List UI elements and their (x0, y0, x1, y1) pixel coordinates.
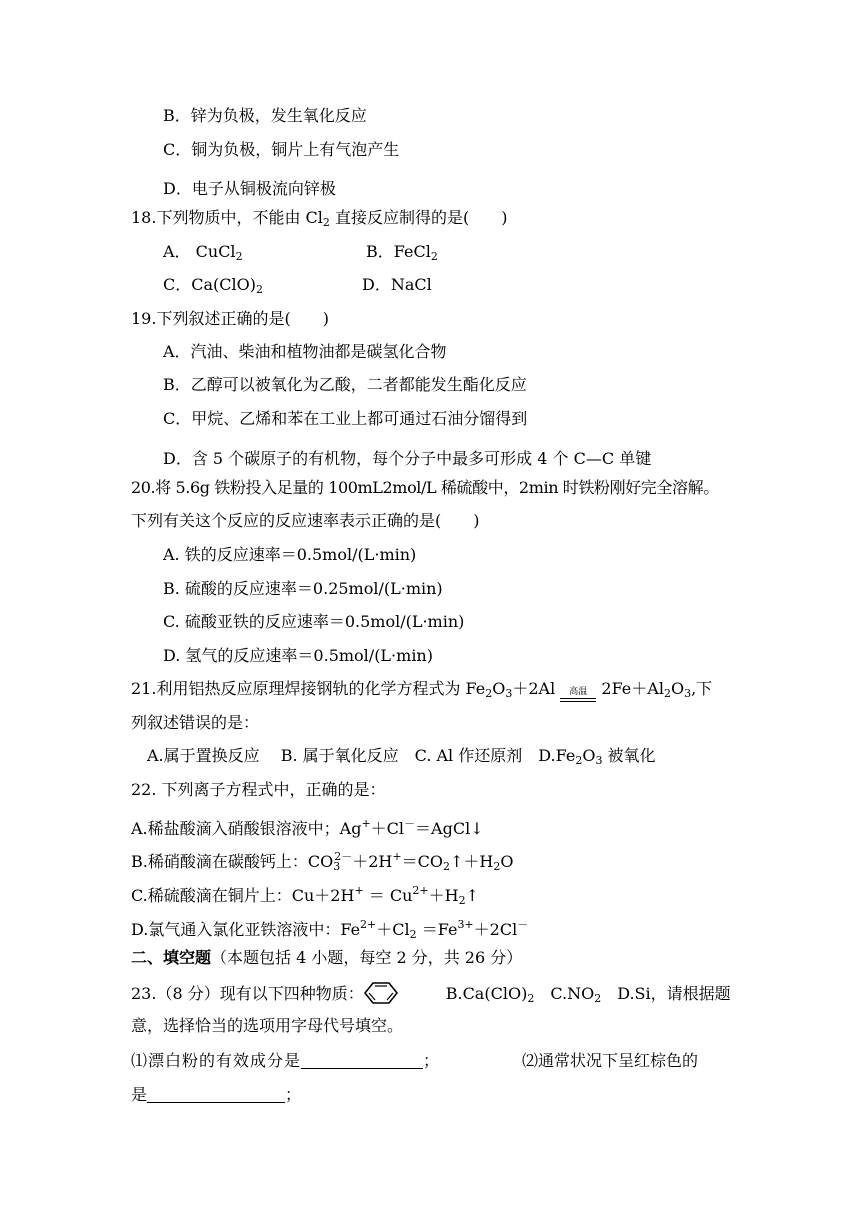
equals-sign-icon (560, 698, 596, 702)
q21-options (147, 745, 656, 772)
q21-text-3: ＋2Al (512, 679, 561, 698)
q20-option-c: C. 硫酸亚铁的反应速率＝0.5mol/(L·min) (163, 612, 465, 631)
q22-b-text-2: ＋2H (352, 852, 393, 871)
q23-text-4: D.Si，请根据题 (601, 984, 731, 1003)
section-2-heading (131, 947, 522, 969)
q20-stem-line1: 20.将 5.6g 铁粉投入足量的 100mL2mol/L 稀硫酸中，2min 时铁粉刚好完全溶解。 (131, 478, 719, 497)
benzene-ring-icon (364, 981, 398, 1005)
q21-options-sub-1: 2 (575, 754, 583, 767)
q18-option-a (163, 241, 243, 268)
section-2-title: 二、填空题 (131, 948, 212, 967)
q18-option-d: D．NaCl (362, 275, 432, 294)
q21-sub-1: 2 (485, 687, 493, 700)
q22-a-sup-2: － (404, 817, 416, 830)
q22-d-sup-1: 2+ (360, 918, 377, 931)
q22-stem: 22. 下列离子方程式中，正确的是： (131, 780, 386, 799)
q23-answer-blank-1[interactable] (301, 1052, 423, 1069)
q20-option-d: D. 氢气的反应速率＝0.5mol/(L·min) (163, 646, 433, 665)
q22-b-text-3: ＝CO (401, 852, 443, 871)
q22-b-sub-3: 2 (493, 860, 501, 873)
q23-text-3: C.NO (534, 984, 595, 1003)
q23-stem-line1 (131, 981, 731, 1010)
q18-stem (131, 207, 507, 234)
q23-text-2: B.Ca(ClO) (397, 984, 528, 1003)
q18-stem-text: 18.下列物质中，不能由 Cl (131, 208, 323, 227)
q22-c-text-4: ↑ (465, 886, 479, 905)
q18-stem-subscript: 2 (322, 216, 330, 229)
q18-option-b-subscript: 2 (430, 250, 438, 263)
q22-b-text-4: ↑＋H (449, 852, 494, 871)
q20-option-a: A. 铁的反应速率＝0.5mol/(L·min) (163, 545, 417, 564)
q22-a-sup-1: + (361, 817, 371, 830)
q22-d-text-2: ＋Cl (376, 920, 410, 939)
q19-option-c: C．甲烷、乙烯和苯在工业上都可通过石油分馏得到 (163, 409, 528, 428)
q21-sub-2: 3 (505, 687, 513, 700)
q23-part2-end: ； (285, 1085, 302, 1104)
q22-b-text-5: O (500, 852, 514, 871)
q21-stem-line2: 列叙述错误的是： (131, 713, 260, 732)
q22-option-c (131, 880, 479, 912)
q22-c-text-3: ＋H (428, 886, 459, 905)
q17-option-d: D．电子从铜极流向锌极 (163, 179, 336, 198)
q22-b-sup-2: + (392, 850, 402, 863)
benzene-ring-svg (364, 981, 398, 1005)
q21-options-text: A.属于置换反应 B. 属于氧化反应 C. Al 作还原剂 D.Fe (147, 746, 576, 765)
q17-option-b: B．锌为负极，发生氧化反应 (163, 106, 367, 125)
q19-stem: 19.下列叙述正确的是( ) (131, 309, 329, 328)
reaction-condition-arrow (560, 688, 596, 702)
q18-option-a-subscript: 2 (235, 250, 243, 263)
q23-part2-cont-label: 是 (131, 1085, 148, 1104)
q18-option-b (366, 241, 438, 268)
q22-option-d (131, 914, 528, 946)
q21-options-text-2: O (582, 746, 596, 765)
q21-sub-3: 2 (663, 687, 671, 700)
q23-text-1: 23.（8 分）现有以下四种物质： (131, 984, 364, 1003)
q22-d-sub-1: 2 (409, 928, 417, 941)
q21-text-5: O (670, 679, 685, 698)
q23-part1-label: ⑴漂白粉的有效成分是 (131, 1051, 302, 1070)
q20-stem-line2: 下列有关这个反应的反应速率表示正确的是( ) (131, 511, 480, 530)
q22-c-sup-2: 2+ (412, 884, 429, 897)
q22-d-text-4: ＋2Cl (473, 920, 518, 939)
q22-b-sub-1: 3 (333, 860, 341, 873)
q22-c-sup-1: + (354, 884, 364, 897)
q20-option-b: B. 硫酸的反应速率＝0.25mol/(L·min) (163, 579, 443, 598)
q22-c-text-1: C.稀硫酸滴在铜片上：Cu＋2H (131, 886, 355, 905)
q22-d-sup-3: － (517, 918, 529, 931)
q17-option-c: C．铜为负极，铜片上有气泡产生 (163, 140, 400, 159)
q23-part2-cont (131, 1084, 301, 1106)
q22-a-text-2: ＋Cl (370, 819, 405, 838)
q22-d-text-1: D.氯气通入氯化亚铁溶液中：Fe (131, 920, 361, 939)
q23-sub-1: 2 (527, 992, 535, 1005)
q22-option-b (131, 846, 513, 878)
q18-option-a-text: A． CuCl (163, 242, 236, 261)
q22-c-sub-1: 2 (458, 894, 466, 907)
q22-c-text-2: ＝ Cu (363, 886, 413, 905)
q22-b-sub-2: 2 (442, 860, 450, 873)
q23-part1 (131, 1050, 439, 1072)
q21-text-4: 2Fe＋Al (596, 679, 664, 698)
q21-text-2: O (492, 679, 506, 698)
q22-b-text-1: B.稀硝酸滴在碳酸钙上：CO (131, 852, 334, 871)
q18-option-c (163, 274, 263, 301)
q21-sub-4: 3 (684, 687, 692, 700)
q23-answer-blank-2[interactable] (147, 1086, 285, 1103)
section-2-note: （本题包括 4 小题，每空 2 分，共 26 分） (211, 948, 523, 967)
q22-option-a (131, 813, 484, 840)
q21-text-6: ,下 (691, 679, 713, 698)
q22-d-text-3: ＝Fe (416, 920, 458, 939)
q18-option-c-text: C．Ca(ClO) (163, 275, 256, 294)
q19-option-d: D．含 5 个碳原子的有机物，每个分子中最多可形成 4 个 C—C 单键 (163, 449, 652, 468)
reaction-condition-label: 高温 (569, 687, 588, 697)
q19-option-b: B．乙醇可以被氧化为乙酸，二者都能发生酯化反应 (163, 375, 527, 394)
q21-options-text-3: 被氧化 (602, 746, 656, 765)
q22-a-text-1: A.稀盐酸滴入硝酸银溶液中；Ag (131, 819, 362, 838)
q21-stem-line1 (131, 678, 712, 705)
q23-part1-end: ； (423, 1051, 440, 1070)
q23-part2: ⑵通常状况下呈红棕色的 (522, 1051, 699, 1070)
q18-option-b-text: B．FeCl (366, 242, 431, 261)
q22-a-text-3: ＝AgCl↓ (415, 819, 484, 838)
q18-stem-text-end: 直接反应制得的是( ) (329, 208, 508, 227)
q22-d-sup-2: 3+ (457, 918, 474, 931)
q18-option-c-subscript: 2 (256, 283, 263, 296)
q22-b-sup-1: 2－ (334, 850, 353, 863)
q21-text-1: 21.利用铝热反应原理焊接钢轨的化学方程式为 Fe (131, 679, 486, 698)
q23-stem-line2: 意，选择恰当的选项用字母代号填空。 (131, 1016, 404, 1035)
q23-sub-2: 2 (594, 992, 602, 1005)
q19-option-a: A．汽油、柴油和植物油都是碳氢化合物 (163, 342, 447, 361)
q21-options-sub-2: 3 (595, 754, 603, 767)
